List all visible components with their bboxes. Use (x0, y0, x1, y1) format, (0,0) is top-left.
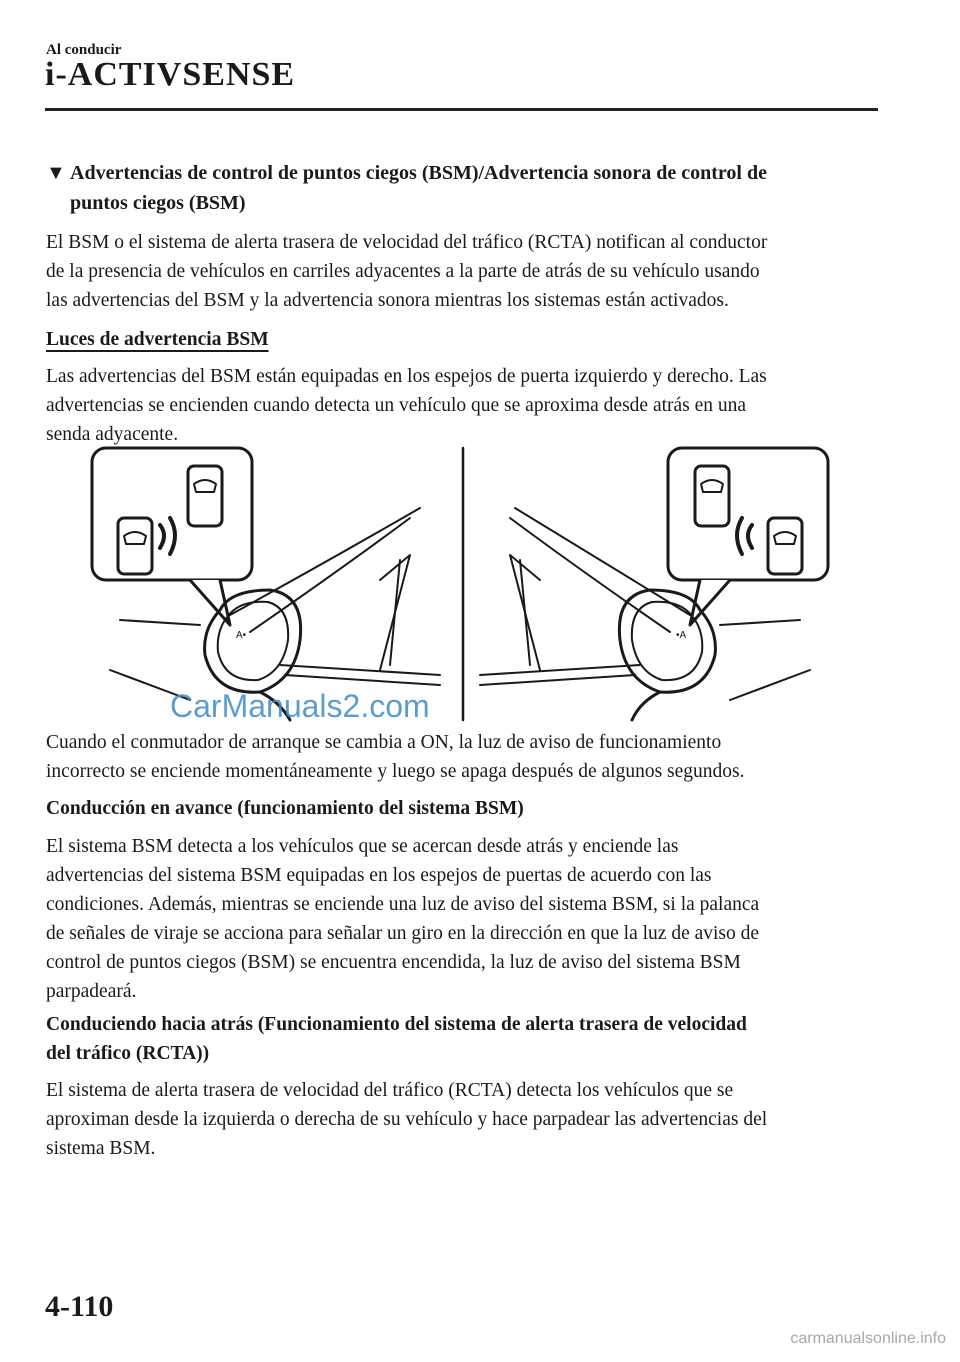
text-line: advertencias del sistema BSM equipadas en los espejos de puertas de acuerdo con las (46, 865, 712, 886)
car-windshield (124, 532, 146, 544)
lights-heading-text: Luces de advertencia BSM (46, 329, 269, 350)
wave-icon (170, 518, 175, 554)
car-icon (695, 466, 729, 526)
chapter-label: Al conducir (46, 42, 122, 58)
section-heading (46, 158, 876, 218)
heading-line: del tráfico (RCTA)) (46, 1043, 210, 1064)
bsm-indicator-icon-right: •A (676, 630, 687, 641)
reverse-heading (46, 1010, 886, 1068)
door-line (280, 665, 440, 675)
bsm-mirror-illustration (80, 440, 880, 725)
text-line: Las advertencias del BSM están equipadas en los espejos de puerta izquierdo y derecho. Las (46, 366, 767, 387)
text-line: El BSM o el sistema de alerta trasera de velocidad del tráfico (RCTA) notifican al conductor (46, 232, 768, 253)
right-callout-bubble (668, 448, 828, 580)
text-line: parpadeará. (46, 981, 137, 1002)
text-line: El sistema BSM detecta a los vehículos que se acercan desde atrás y enciende las (46, 836, 679, 857)
header-divider (45, 108, 878, 111)
pillar-line (515, 508, 690, 615)
bsm-indicator-icon-left: A• (236, 630, 247, 641)
left-callout-bubble (92, 448, 252, 580)
text-line: aproximan desde la izquierda o derecha de su vehículo y hace parpadear las advertencias del (46, 1109, 768, 1130)
watermark: CarManuals2.com (170, 688, 430, 724)
text-line: las advertencias del BSM y la advertencia sonora mientras los sistemas están activados. (46, 290, 729, 311)
car-windshield (701, 480, 723, 492)
forward-paragraph (46, 832, 886, 1006)
text-line: advertencias se encienden cuando detecta un vehículo que se aproxima desde atrás en una (46, 395, 747, 416)
lights-paragraph (46, 362, 886, 449)
window-frame (390, 560, 400, 665)
door-line (480, 675, 635, 685)
text-line: de la presencia de vehículos en carriles adyacentes a la parte de atrás de su vehículo usando (46, 261, 760, 282)
section-heading-line2: puntos ciegos (BSM) (70, 192, 246, 214)
pillar-line (230, 508, 420, 615)
page-title: i-ACTIVSENSE (45, 56, 296, 93)
page-number: 4-110 (45, 1290, 114, 1323)
door-line (480, 665, 640, 675)
text-line: sistema BSM. (46, 1138, 156, 1159)
footer-site-link[interactable]: carmanualsonline.info (790, 1330, 946, 1347)
text-line: Cuando el conmutador de arranque se cambia a ON, la luz de aviso de funcionamiento (46, 732, 722, 753)
reverse-paragraph (46, 1076, 886, 1163)
car-windshield (194, 480, 216, 492)
door-line (285, 675, 440, 685)
car-icon (188, 466, 222, 526)
wave-icon (737, 518, 742, 554)
right-mirror-figure (480, 448, 828, 720)
section-heading-line1: Advertencias de control de puntos ciegos (BSM)/Advertencia sonora de control de (70, 162, 767, 184)
motion-line (720, 620, 800, 625)
intro-paragraph (46, 228, 886, 315)
wave-icon (160, 525, 164, 548)
text-line: El sistema de alerta trasera de velocidad del tráfico (RCTA) detecta los vehículos que se (46, 1080, 734, 1101)
text-line: incorrecto se enciende momentáneamente y luego se apaga después de algunos segundos. (46, 761, 745, 782)
car-icon (118, 518, 152, 574)
heading-line: Conduciendo hacia atrás (Funcionamiento del sistema de alerta trasera de velocidad (46, 1014, 747, 1035)
text-line: condiciones. Además, mientras se enciende una luz de aviso del sistema BSM, si la palanca (46, 894, 760, 915)
left-mirror-figure (92, 448, 440, 720)
lights-heading (46, 325, 886, 354)
mirror-stem (632, 692, 660, 720)
ignition-paragraph (46, 728, 886, 786)
text-line: senda adyacente. (46, 424, 179, 445)
window-frame (520, 560, 530, 665)
motion-line (730, 670, 810, 700)
forward-heading: Conducción en avance (funcionamiento del sistema BSM) (46, 798, 524, 819)
motion-line (120, 620, 200, 625)
text-line: control de puntos ciegos (BSM) se encuentra encendida, la luz de aviso del sistema BSM (46, 952, 741, 973)
car-windshield (774, 532, 796, 544)
section-marker-icon: ▼ (46, 162, 66, 184)
car-icon (768, 518, 802, 574)
wave-icon (748, 525, 752, 548)
text-line: de señales de viraje se acciona para señalar un giro en la dirección en que la luz de aviso de (46, 923, 760, 944)
